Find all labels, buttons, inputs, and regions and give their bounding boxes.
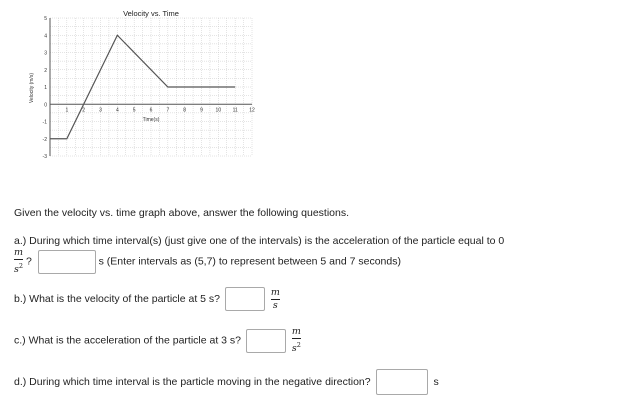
x-tick-label: 10: [215, 107, 222, 114]
question-d: [14, 369, 439, 395]
unit-seconds: s: [433, 375, 439, 388]
x-tick-label: 3: [99, 107, 102, 114]
unit-meters-per-second-squared: $\frac{m}{s^2}$: [14, 247, 24, 276]
y-tick-label: -3: [42, 154, 47, 160]
question-b: [14, 287, 280, 311]
x-tick-label: 9: [200, 107, 203, 114]
x-tick-label: 12: [249, 107, 255, 114]
y-tick-label: -1: [42, 119, 47, 126]
x-tick-label: 8: [183, 107, 187, 114]
answer-d-input[interactable]: [376, 369, 428, 395]
x-tick-label: 1: [65, 107, 69, 114]
x-tick-label: 6: [149, 107, 153, 114]
question-d-text: d.) During which time interval is the particle moving in the negative direction?: [14, 375, 371, 388]
velocity-time-chart: [0, 0, 270, 165]
answer-c-input[interactable]: [246, 329, 286, 353]
question-a-line2: [14, 248, 401, 275]
x-axis-label: Time(s): [142, 117, 160, 123]
chart-title: Velocity vs. Time: [123, 9, 179, 18]
y-tick-label: 4: [44, 33, 47, 40]
question-a-after: s (Enter intervals as (5,7) to represent between 5 and 7 seconds): [98, 255, 401, 268]
y-tick-label: 0: [44, 102, 47, 109]
y-tick-label: 3: [44, 50, 47, 57]
y-tick-label: -2: [42, 136, 47, 143]
question-c: [14, 327, 301, 354]
x-tick-label: 5: [132, 107, 136, 114]
unit-meters-per-second-squared: $\frac{m}{s^2}$: [291, 326, 301, 355]
question-b-text: b.) What is the velocity of the particle at 5 s?: [14, 292, 221, 305]
question-c-text: c.) What is the acceleration of the particle at 3 s?: [14, 334, 242, 347]
answer-a-input[interactable]: [38, 250, 96, 274]
answer-b-input[interactable]: [225, 287, 265, 311]
x-tick-label: 2: [82, 107, 86, 114]
x-tick-label: 4: [115, 107, 119, 114]
y-axis-label: Velocity (m/s): [29, 72, 35, 104]
question-mark: ?: [25, 255, 32, 268]
y-tick-label: 1: [44, 85, 47, 91]
x-tick-label: 11: [232, 107, 238, 114]
unit-meters-per-second: $\frac{m}{s}$: [270, 286, 280, 311]
question-a-line1: a.) During which time interval(s) (just give one of the intervals) is the acceleration of the particle equal to 0: [14, 235, 505, 247]
intro-text: Given the velocity vs. time graph above, answer the following questions.: [14, 207, 350, 219]
y-tick-label: 2: [44, 67, 47, 74]
y-tick-label: 5: [44, 16, 47, 22]
x-tick-label: 7: [166, 107, 170, 114]
